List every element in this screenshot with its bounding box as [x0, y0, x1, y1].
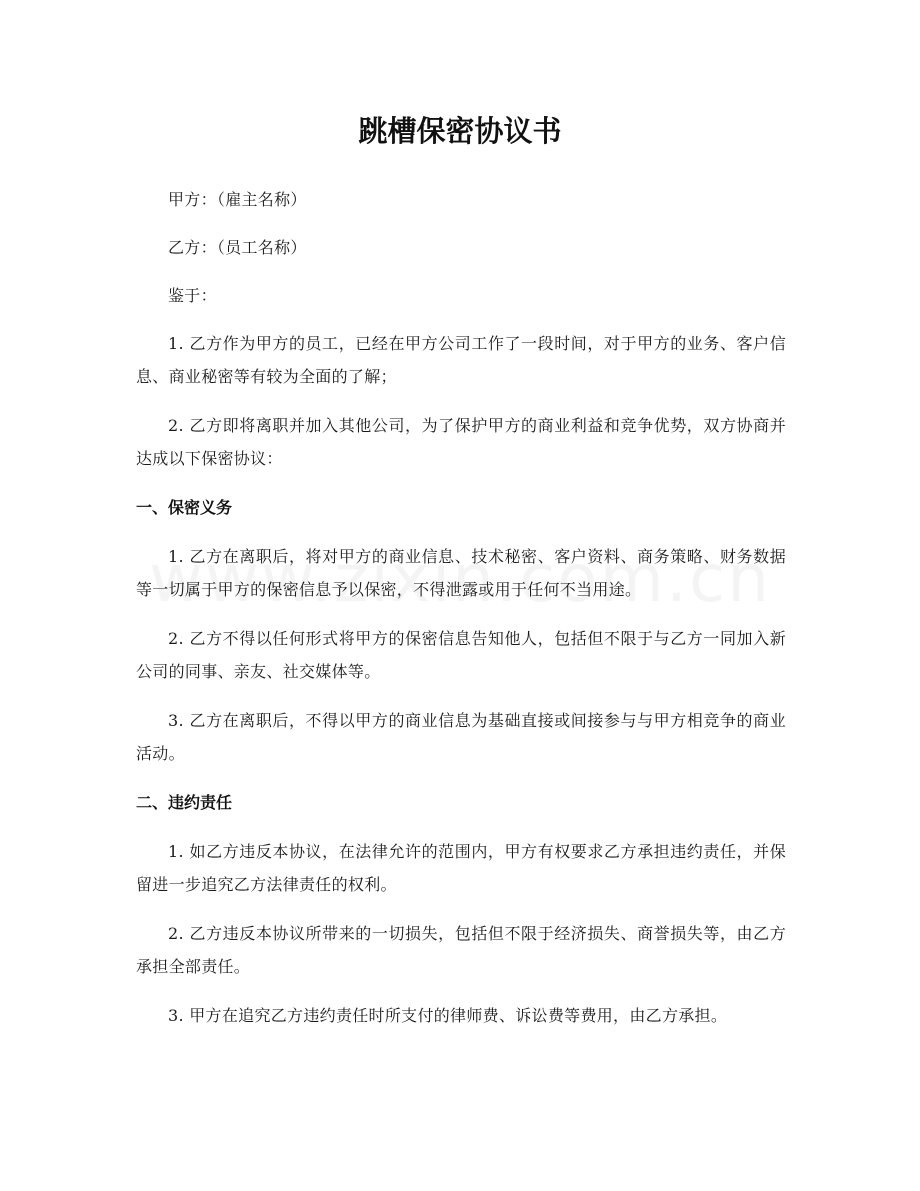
- liability-item-2: 2. 乙方违反本协议所带来的一切损失，包括但不限于经济损失、商誉损失等，由乙方承担全部责任。: [136, 924, 786, 976]
- confidentiality-item-2: 2. 乙方不得以任何形式将甲方的保密信息告知他人，包括但不限于与乙方一同加入新公司的同事、亲友、社交媒体等。: [136, 629, 786, 681]
- confidentiality-item-1: 1. 乙方在离职后，将对甲方的商业信息、技术秘密、客户资料、商务策略、财务数据等一切属于甲方的保密信息予以保密，不得泄露或用于任何不当用途。: [136, 547, 786, 599]
- liability-item-1: 1. 如乙方违反本协议，在法律允许的范围内，甲方有权要求乙方承担违约责任，并保留进一步追究乙方法律责任的权利。: [136, 842, 786, 894]
- document-title: 跳槽保密协议书: [358, 114, 562, 148]
- document-body: [136, 183, 786, 1048]
- confidentiality-item-3: 3. 乙方在离职后，不得以甲方的商业信息为基础直接或间接参与与甲方相竞争的商业活动。: [136, 711, 786, 763]
- section-heading-confidentiality: 一、保密义务: [136, 498, 233, 517]
- whereas-item-2: 2. 乙方即将离职并加入其他公司，为了保护甲方的商业利益和竞争优势，双方协商并达成以下保密协议：: [136, 416, 786, 468]
- section-heading-liability: 二、违约责任: [136, 793, 233, 812]
- whereas-item-1: 1. 乙方作为甲方的员工，已经在甲方公司工作了一段时间，对于甲方的业务、客户信息、商业秘密等有较为全面的了解；: [136, 334, 786, 386]
- liability-item-3: 3. 甲方在追究乙方违约责任时所支付的律师费、诉讼费等费用，由乙方承担。: [168, 1006, 728, 1025]
- party-b-line: 乙方：（员工名称）: [168, 238, 307, 257]
- party-a-line: 甲方：（雇主名称）: [168, 190, 307, 209]
- whereas-label: 鉴于：: [168, 286, 217, 305]
